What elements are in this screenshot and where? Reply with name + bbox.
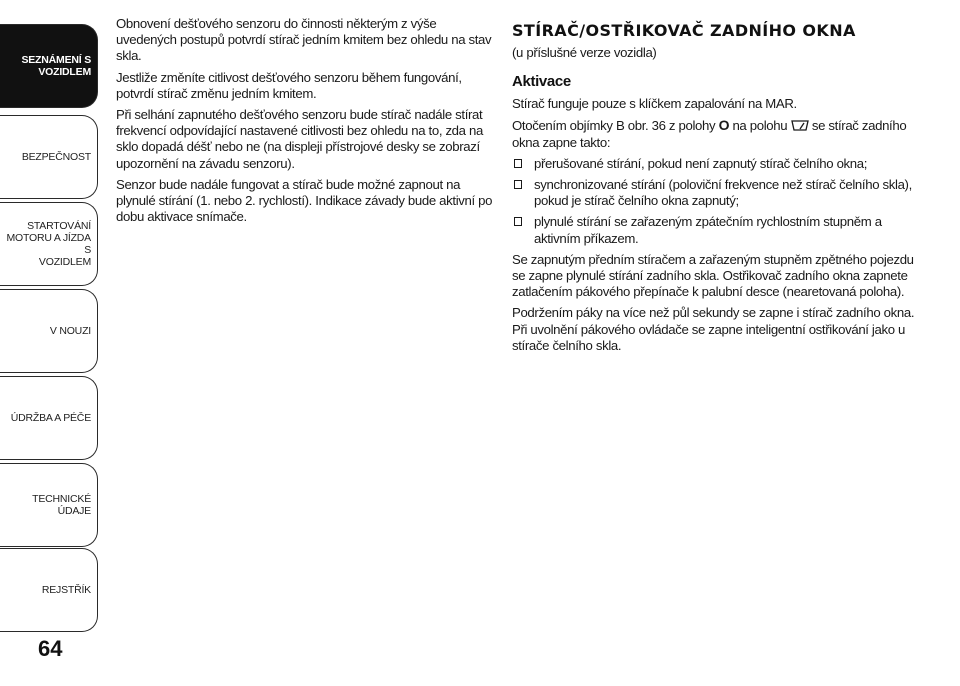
tab-label: STARTOVÁNÍ MOTORU A JÍZDA S VOZIDLEM bbox=[6, 220, 91, 268]
right-text-column bbox=[512, 22, 916, 359]
tab-bezpecnost[interactable] bbox=[0, 115, 98, 199]
tab-label: SEZNÁMENÍ S VOZIDLEM bbox=[21, 54, 91, 78]
section-subheading: (u příslušné verze vozidla) bbox=[512, 45, 657, 60]
paragraph: Při selhání zapnutého dešťového senzoru bude stírač nadále stírat frekvencí odpovídající nastavené citlivosti bez ohledu na to, zda na sklo dopadá déšť nebo ne (na displeji přístrojové desky se zobrazí upozornění na závadu senzoru). bbox=[116, 107, 483, 171]
list-item-text: plynulé stírání se zařazeným zpátečním rychlostním stupněm a aktivním příkazem. bbox=[534, 214, 882, 246]
tab-startovani[interactable] bbox=[0, 202, 98, 286]
paragraph: Senzor bude nadále fungovat a stírač bude možné zapnout na plynulé stírání (1. nebo 2. rychlostí). Indikace závady bude aktivní po dobu aktivace snímače. bbox=[116, 176, 493, 225]
tab-label: V NOUZI bbox=[49, 325, 91, 337]
paragraph: Se zapnutým předním stíračem a zařazeným stupněm zpětného pojezdu se zapne plynulé stírání zadního skla. Ostřikovač zadního okna zapnete zatlačením pákového přepínače k palubní desce (nearetovaná poloha). bbox=[512, 251, 914, 300]
tab-label: ÚDRŽBA A PÉČE bbox=[10, 412, 91, 424]
left-text-column bbox=[116, 16, 496, 230]
checkbox-bullet-icon bbox=[514, 217, 522, 226]
tab-label: TECHNICKÉ ÚDAJE bbox=[32, 493, 91, 517]
off-position-symbol: O bbox=[718, 117, 730, 134]
subsection-title: Aktivace bbox=[512, 73, 571, 91]
section-heading: STÍRAČ/OSTŘIKOVAČ ZADNÍHO OKNA bbox=[512, 21, 856, 40]
text-fragment: na polohu bbox=[729, 118, 791, 134]
tab-label: BEZPEČNOST bbox=[21, 151, 91, 163]
paragraph-with-symbols bbox=[512, 117, 916, 150]
tab-v-nouzi[interactable] bbox=[0, 289, 98, 373]
tab-seznameni-s-vozidlem[interactable] bbox=[0, 24, 98, 108]
list-item-text: synchronizované stírání (poloviční frekvence než stírač čelního skla), pokud je stírač čelního okna zapnutý; bbox=[534, 177, 912, 209]
text-fragment: se stírač zadního okna zapne takto: bbox=[512, 118, 907, 150]
list-item bbox=[512, 156, 916, 172]
paragraph: Obnovení dešťového senzoru do činnosti některým z výše uvedených postupů potvrdí stírač jedním kmitem bez ohledu na stav skla. bbox=[116, 16, 492, 64]
list-item bbox=[512, 177, 916, 209]
page-number: 64 bbox=[38, 636, 63, 661]
paragraph: Jestliže změníte citlivost dešťového senzoru během fungování, potvrdí stírač změnu jedním kmitem. bbox=[116, 69, 462, 101]
paragraph: Stírač funguje pouze s klíčkem zapalování na MAR. bbox=[512, 96, 797, 112]
tab-rejstrik[interactable] bbox=[0, 548, 98, 632]
list-item-text: přerušované stírání, pokud není zapnutý stírač čelního okna; bbox=[534, 155, 868, 171]
rear-wiper-icon bbox=[791, 119, 809, 131]
tab-label: REJSTŘÍK bbox=[41, 584, 91, 596]
text-fragment: Otočením objímky B obr. 36 z polohy bbox=[512, 118, 719, 134]
tab-udrzba-a-pece[interactable] bbox=[0, 376, 98, 460]
checkbox-bullet-icon bbox=[514, 159, 522, 168]
paragraph: Podržením páky na více než půl sekundy se zapne i stírač zadního okna. Při uvolnění pákového ovládače se zapne inteligentní ostřikování jako u stírače čelního skla. bbox=[512, 305, 915, 353]
tab-technicke-udaje[interactable] bbox=[0, 463, 98, 547]
list-item bbox=[512, 214, 916, 246]
checkbox-bullet-icon bbox=[514, 180, 522, 189]
